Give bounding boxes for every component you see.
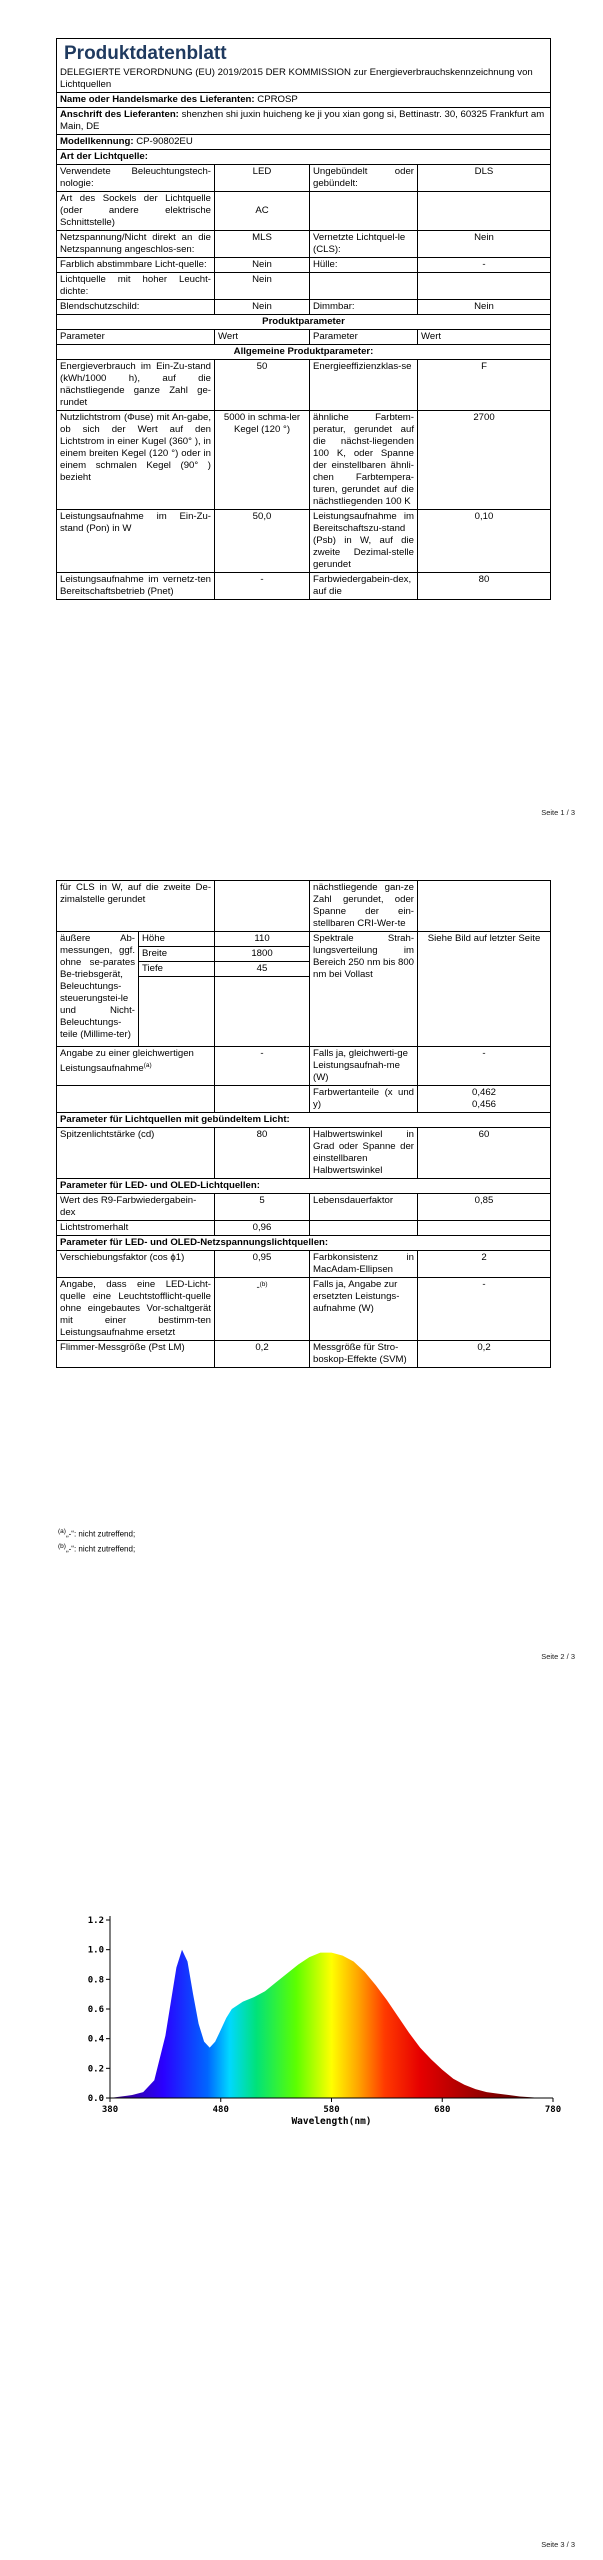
param-value: DLS xyxy=(418,165,551,192)
param-label: Hülle: xyxy=(310,258,418,273)
param-label: Farbwertanteile (x und y) xyxy=(310,1086,418,1113)
param-label: Leistungsaufnahme im Bereitschaftszu-stand (Psb) in W, auf die zweite Dezimal-stelle gerundet xyxy=(310,510,418,573)
table-row xyxy=(57,1341,551,1368)
table-row xyxy=(57,1086,551,1113)
dimension-value: 110 xyxy=(215,932,310,947)
table-row xyxy=(57,192,551,231)
mains-led-header: Parameter für LED- und OLED-Netzspannungslichtquellen: xyxy=(57,1236,551,1251)
param-value: 0,2 xyxy=(418,1341,551,1368)
param-label: ähnliche Farbtem-peratur, gerundet auf die nächst-liegenden 100 K, oder Spanne der einstellbaren ähnli-chen Farbtempera-turen, gerundet auf die nächstliegenden 100 K xyxy=(310,411,418,510)
datasheet-table-page2 xyxy=(56,880,551,1368)
page-number: Seite 2 / 3 xyxy=(541,1652,575,1661)
param-value: 2700 xyxy=(418,411,551,510)
param-value: - xyxy=(215,1047,310,1086)
param-value: 5 xyxy=(215,1194,310,1221)
dimension-name: Höhe xyxy=(139,932,215,947)
address-label: Anschrift des Lieferanten: xyxy=(60,109,179,120)
column-header: Parameter xyxy=(57,330,215,345)
x-tick-label: 380 xyxy=(101,2105,119,2115)
param-value xyxy=(418,1086,551,1113)
table-row xyxy=(57,231,551,258)
param-value: 5000 in schma-ler Kegel (120 °) xyxy=(215,411,310,510)
param-value: 80 xyxy=(215,1128,310,1179)
footnote-mark: (b) xyxy=(58,1543,66,1550)
table-row xyxy=(57,411,551,510)
footnote-mark: (a) xyxy=(58,1528,66,1535)
param-label: Halbwertswinkel in Grad oder Spanne der einstellbaren Halbwertswinkel xyxy=(310,1128,418,1179)
general-parameters-header: Allgemeine Produktparameter: xyxy=(57,345,551,360)
param-label: Farbwiedergabein-dex, auf die xyxy=(310,573,418,600)
model-label: Modellkennung: xyxy=(60,136,134,147)
param-value: 0,2 xyxy=(215,1341,310,1368)
param-value: - xyxy=(418,1047,551,1086)
param-value: - xyxy=(418,258,551,273)
param-value: - xyxy=(418,1278,551,1341)
column-header: Wert xyxy=(418,330,551,345)
page-number: Seite 1 / 3 xyxy=(541,808,575,817)
table-row xyxy=(57,273,551,300)
param-value: Nein xyxy=(215,258,310,273)
table-row xyxy=(57,258,551,273)
param-label: Vernetzte Lichtquel-le (CLS): xyxy=(310,231,418,258)
table-row xyxy=(57,573,551,600)
supplier-label: Name oder Handelsmarke des Lieferanten: xyxy=(60,94,255,105)
param-label: Flimmer-Messgröße (Pst LM) xyxy=(57,1341,215,1368)
footnote-text: „-“: nicht zutreffend; xyxy=(65,1544,136,1554)
param-label: Farbkonsistenz in MacAdam-Ellipsen xyxy=(310,1251,418,1278)
page-3 xyxy=(0,1760,603,2560)
table-row xyxy=(57,360,551,411)
y-tick-label: 0.8 xyxy=(87,1975,104,1986)
supplier-row xyxy=(57,93,551,108)
y-tick-label: 0.2 xyxy=(87,2064,104,2075)
param-value: 80 xyxy=(418,573,551,600)
bundled-light-header: Parameter für Lichtquellen mit gebündeltem Licht: xyxy=(57,1113,551,1128)
table-row xyxy=(57,510,551,573)
param-value: F xyxy=(418,360,551,411)
param-label xyxy=(310,273,418,300)
param-label: Messgröße für Stro-boskop-Effekte (SVM) xyxy=(310,1341,418,1368)
param-label: Angabe, dass eine LED-Licht-quelle eine Leuchtstofflicht-quelle ohne eingebautes Vor-schaltgerät mit einer bestimm-ten Leistungsaufnahme ersetzt xyxy=(57,1278,215,1341)
table-row xyxy=(57,881,551,932)
param-value: Nein xyxy=(418,231,551,258)
y-tick-label: 0.6 xyxy=(87,2005,104,2015)
param-value: 0,96 xyxy=(215,1221,310,1236)
param-label: Farblich abstimmbare Licht-quelle: xyxy=(57,258,215,273)
address-value: shenzhen shi juxin huicheng ke ji you xian gong si, Bettinastr. 30, 60325 Frankfurt am Main, DE xyxy=(60,109,545,132)
param-value xyxy=(418,192,551,231)
footnote-text: „-“: nicht zutreffend; xyxy=(65,1529,136,1539)
table-row xyxy=(57,932,551,947)
param-value xyxy=(215,1278,310,1341)
param-value: LED xyxy=(215,165,310,192)
param-value: 0,85 xyxy=(418,1194,551,1221)
footnote-mark: (b) xyxy=(259,1281,268,1288)
footnote-mark: (a) xyxy=(143,1062,152,1069)
param-label: Energieverbrauch im Ein-Zu-stand (kWh/1000 h), auf die nächstliegende ganze Zahl ge-rundet xyxy=(57,360,215,411)
param-value: MLS xyxy=(215,231,310,258)
page-title: Produktdatenblatt xyxy=(64,43,227,64)
param-label: Leistungsaufnahme im vernetz-ten Bereitschaftsbetrieb (Pnet) xyxy=(57,573,215,600)
spectral-distribution-chart xyxy=(0,1910,603,2130)
param-value: Nein xyxy=(215,300,310,315)
datasheet-table-page1 xyxy=(56,38,551,600)
column-header-row xyxy=(57,330,551,345)
footnote-b xyxy=(58,1540,135,1557)
equiv-label: Angabe zu einer gleichwertigen Leistungsaufnahme xyxy=(60,1048,194,1075)
param-value: - xyxy=(215,573,310,600)
table-row xyxy=(57,300,551,315)
param-label: Spitzenlichtstärke (cd) xyxy=(57,1128,215,1179)
supplier-value: CPROSP xyxy=(257,94,298,105)
dimension-name: Tiefe xyxy=(139,962,215,977)
x-tick-label: 680 xyxy=(434,2105,451,2115)
param-value: 0,10 xyxy=(418,510,551,573)
param-label: Nutzlichtstrom (Φuse) mit An-gabe, ob sich der Wert auf den Lichtstrom in einer Kugel (360° ), in einem breiten Kegel (120 °) oder in einem schmalen Kegel (90° ) bezieht xyxy=(57,411,215,510)
address-row xyxy=(57,108,551,135)
param-label: Dimmbar: xyxy=(310,300,418,315)
table-row xyxy=(57,1278,551,1341)
param-value xyxy=(418,273,551,300)
column-header: Wert xyxy=(215,330,310,345)
x-tick-label: 780 xyxy=(544,2105,562,2115)
model-row xyxy=(57,135,551,150)
table-row xyxy=(57,1128,551,1179)
param-label: Lichtstromerhalt xyxy=(57,1221,215,1236)
param-label xyxy=(57,1047,215,1086)
regulation-text: DELEGIERTE VERORDNUNG (EU) 2019/2015 DER KOMMISSION zur Energieverbrauchskennzeichnung von Lichtquellen xyxy=(57,66,551,93)
table-row xyxy=(57,1251,551,1278)
y-tick-label: 1.0 xyxy=(87,1945,104,1956)
y-tick-label: 0.0 xyxy=(87,2094,104,2104)
page-1 xyxy=(0,0,603,830)
param-value: 60 xyxy=(418,1128,551,1179)
param-label: Energieeffizienzklas-se xyxy=(310,360,418,411)
param-label: Wert des R9-Farbwiedergabein-dex xyxy=(57,1194,215,1221)
dimensions-label: äußere Ab-messungen, ggf. ohne se-parates Be-triebsgerät, Beleuchtungs-steuerungstei-le und Nicht-Beleuchtungs-teile (Millime-ter) xyxy=(57,932,139,1047)
column-header: Parameter xyxy=(310,330,418,345)
param-label: nächstliegende gan-ze Zahl gerundet, oder Spanne der ein-stellbaren CRI-Wer-te xyxy=(310,881,418,932)
param-value: AC xyxy=(215,192,310,231)
param-label: Netzspannung/Nicht direkt an die Netzspannung angeschlos-sen: xyxy=(57,231,215,258)
param-value: 2 xyxy=(418,1251,551,1278)
spectrum-area xyxy=(110,1950,553,2098)
param-label: Ungebündelt oder gebündelt: xyxy=(310,165,418,192)
model-value: CP-90802EU xyxy=(136,136,193,147)
param-label: Verwendete Beleuchtungstech-nologie: xyxy=(57,165,215,192)
table-row xyxy=(57,1221,551,1236)
param-label: Art des Sockels der Lichtquelle (oder andere elektrische Schnittstelle) xyxy=(57,192,215,231)
param-value: 50 xyxy=(215,360,310,411)
table-row xyxy=(57,165,551,192)
param-label: Blendschutzschild: xyxy=(57,300,215,315)
param-value: Nein xyxy=(215,273,310,300)
dimension-value: 1800 xyxy=(215,947,310,962)
param-value: Nein xyxy=(418,300,551,315)
chromaticity-y: 0,456 xyxy=(472,1099,497,1110)
table-row xyxy=(57,1194,551,1221)
page-2 xyxy=(0,880,603,1710)
param-label: für CLS in W, auf die zweite De-zimalstelle gerundet xyxy=(57,881,215,932)
param-label: Lichtquelle mit hoher Leucht-dichte: xyxy=(57,273,215,300)
replace-value: - xyxy=(256,1282,260,1294)
param-label: Spektrale Strah-lungsverteilung im Bereich 250 nm bis 800 nm bei Vollast xyxy=(310,932,418,1047)
dimension-name: Breite xyxy=(139,947,215,962)
param-label: Leistungsaufnahme im Ein-Zu-stand (Pon) in W xyxy=(57,510,215,573)
x-tick-label: 580 xyxy=(323,2105,340,2115)
dimension-value: 45 xyxy=(215,962,310,977)
y-tick-label: 1.2 xyxy=(87,1916,104,1926)
x-tick-label: 480 xyxy=(212,2105,229,2115)
x-axis-label: Wavelength(nm) xyxy=(291,2116,372,2127)
param-value: 50,0 xyxy=(215,510,310,573)
param-value: 0,95 xyxy=(215,1251,310,1278)
param-value: Siehe Bild auf letzter Seite xyxy=(418,932,551,1047)
light-source-type-header: Art der Lichtquelle: xyxy=(57,150,551,165)
led-oled-header: Parameter für LED- und OLED-Lichtquellen: xyxy=(57,1179,551,1194)
param-label: Falls ja, gleichwerti-ge Leistungsaufnah-me (W) xyxy=(310,1047,418,1086)
y-tick-label: 0.4 xyxy=(87,2034,104,2045)
param-label: Verschiebungsfaktor (cos ϕ1) xyxy=(57,1251,215,1278)
chromaticity-x: 0,462 xyxy=(472,1087,497,1098)
page-number: Seite 3 / 3 xyxy=(541,2540,575,2549)
product-parameters-header: Produktparameter xyxy=(57,315,551,330)
table-row xyxy=(57,1047,551,1086)
param-label xyxy=(310,192,418,231)
param-label: Lebensdauerfaktor xyxy=(310,1194,418,1221)
param-label: Falls ja, Angabe zur ersetzten Leistungs-aufnahme (W) xyxy=(310,1278,418,1341)
